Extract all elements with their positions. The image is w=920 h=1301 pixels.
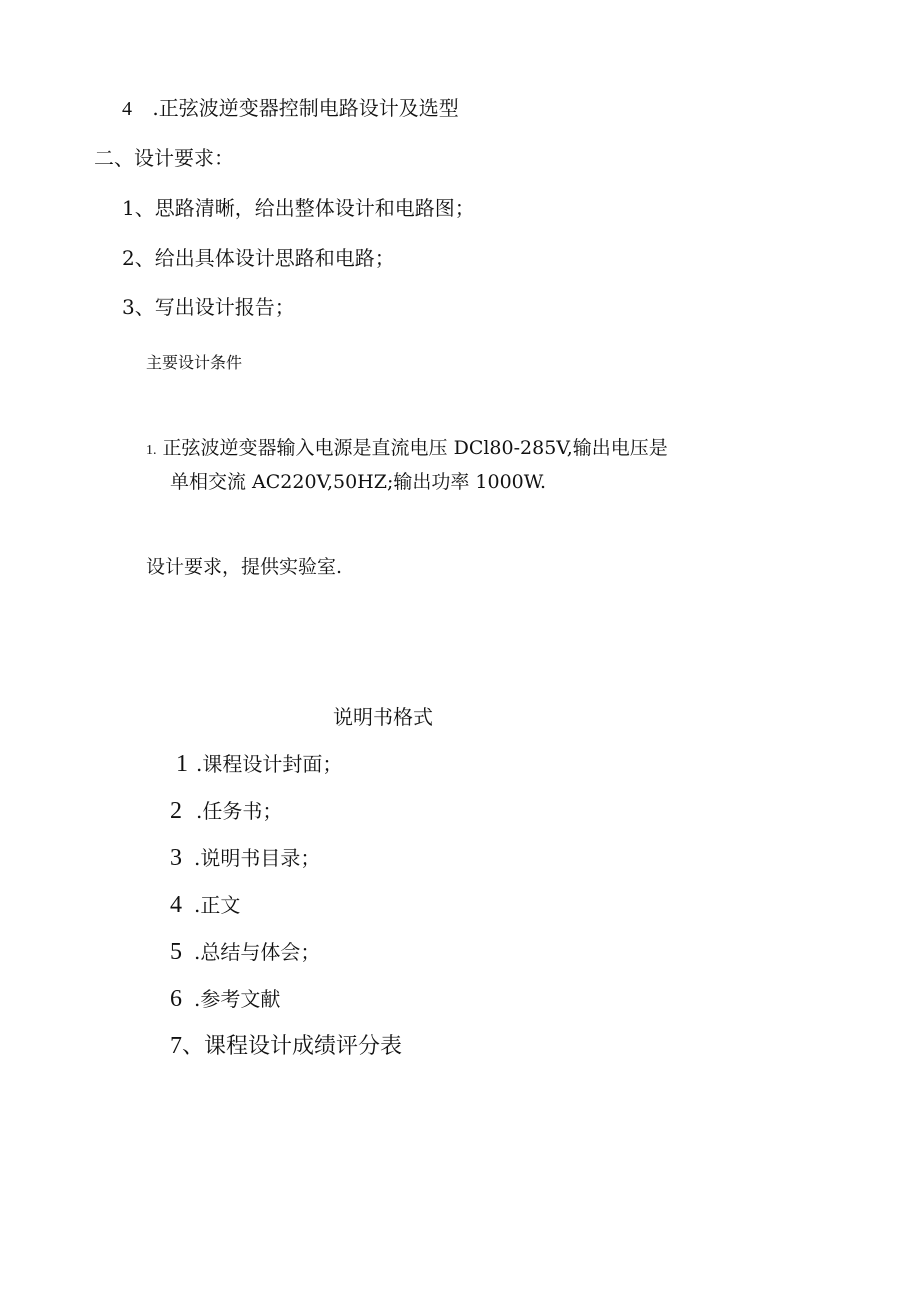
format-item-6-number: 6 [170,986,182,1012]
requirement-3: 3、写出设计报告； [122,295,295,319]
format-item-6 [170,987,280,1011]
requirement-1: 1、思路清晰，给出整体设计和电路图； [122,196,475,220]
main-design-conditions-heading: 主要设计条件 [146,353,243,372]
condition-1-text: 正弦波逆变器输入电源是直流电压 DCl80-285V,输出电压是 [162,437,668,459]
manual-format-title: 说明书格式 [333,705,433,729]
format-item-6-text: .参考文献 [194,987,281,1011]
condition-1-line-2: 单相交流 AC220V,50HZ;输出功率 1000W. [170,471,546,493]
format-item-3 [170,846,320,870]
condition-1-number: 1. [146,443,157,458]
item-4-number: 4 [122,98,132,120]
requirement-2: 2、给出具体设计思路和电路； [122,246,395,270]
format-item-3-number: 3 [170,845,182,871]
format-item-7-text: 、课程设计成绩评分表 [182,1034,403,1059]
format-item-5 [170,940,320,964]
format-item-1 [176,752,342,776]
format-item-7-number: 7 [170,1033,182,1059]
format-item-2 [170,799,282,823]
format-item-4-number: 4 [170,892,182,918]
format-item-1-number: 1 [176,751,188,777]
format-item-3-text: .说明书目录； [194,846,321,870]
format-item-2-number: 2 [170,798,182,824]
condition-1-line-1 [146,439,668,458]
item-4-text: .正弦波逆变器控制电路设计及选型 [152,96,459,120]
format-item-5-number: 5 [170,939,182,965]
design-note: 设计要求，提供实验室. [146,556,343,578]
format-item-1-text: .课程设计封面； [196,752,343,776]
format-item-2-text: .任务书； [196,799,283,823]
format-item-4 [170,893,240,917]
design-requirements-heading: 二、设计要求： [94,146,234,170]
format-item-7 [170,1034,402,1058]
format-item-4-text: .正文 [194,893,241,917]
item-4-line [122,98,459,119]
format-item-5-text: .总结与体会； [194,940,321,964]
